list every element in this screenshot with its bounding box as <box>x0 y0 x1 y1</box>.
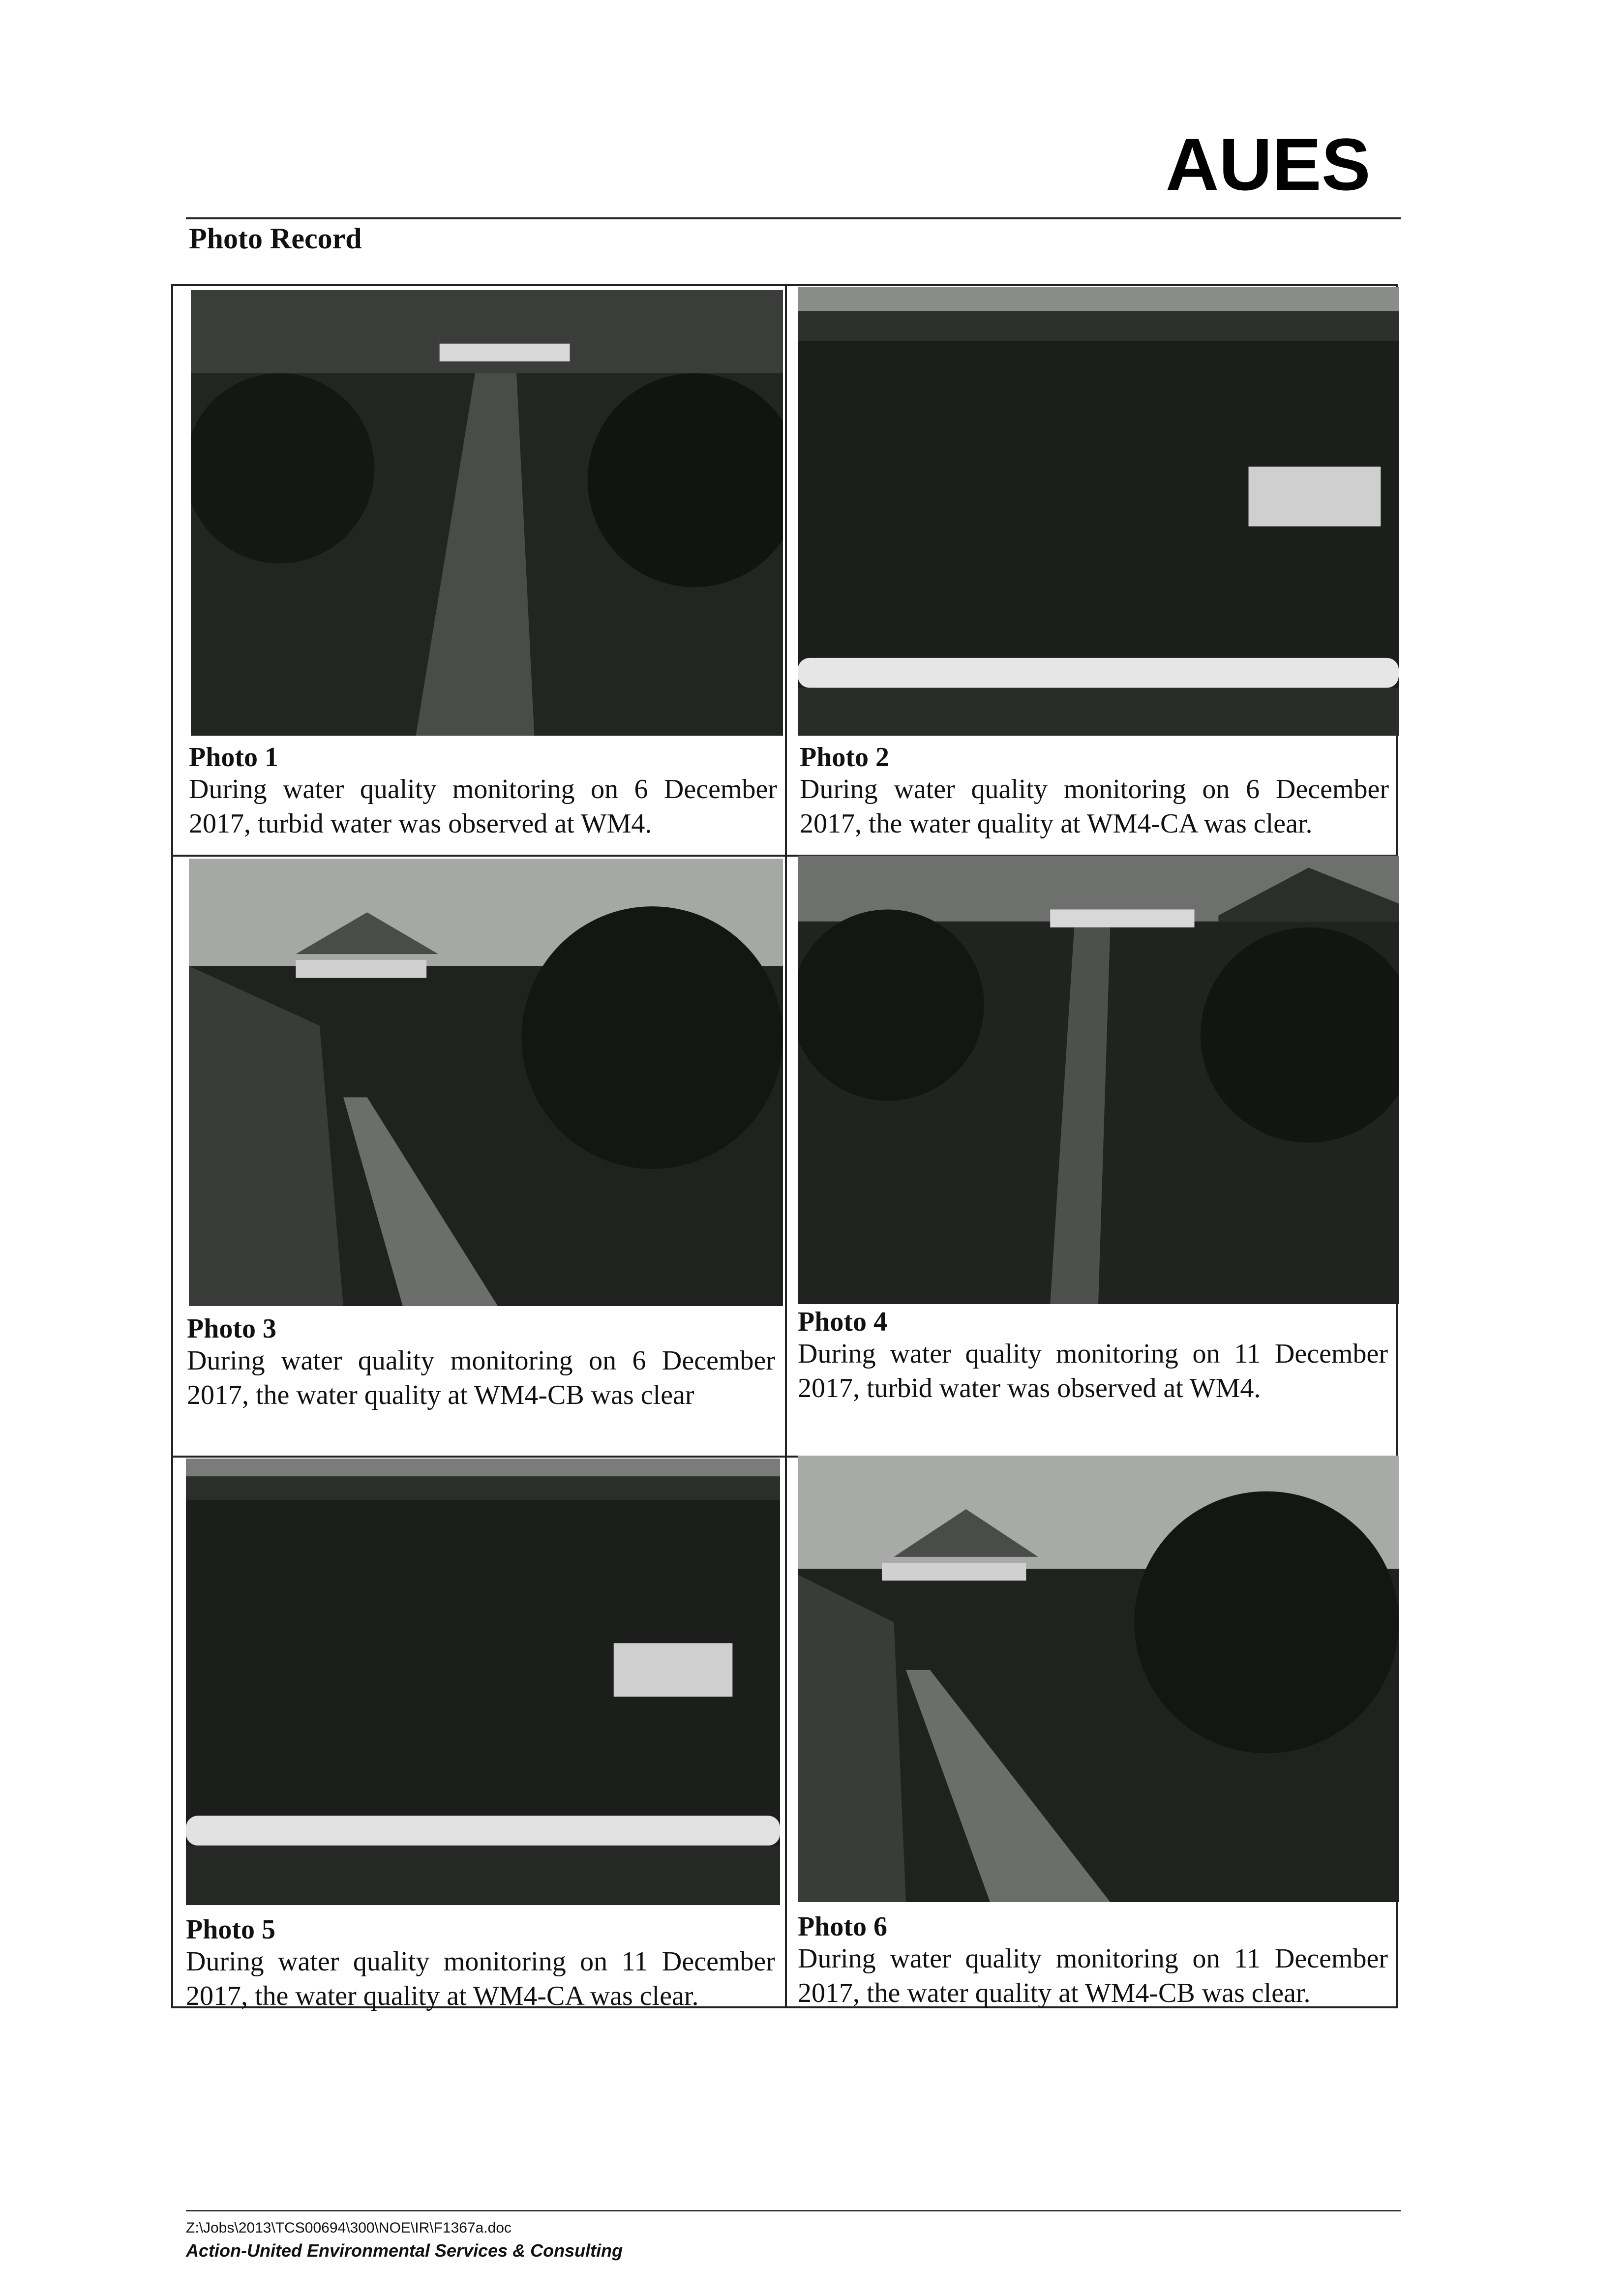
footer-company-name: Action-United Environmental Services & Consulting <box>186 2240 623 2261</box>
photo-4-image <box>798 856 1399 1304</box>
photo-4-label: Photo 4 <box>798 1307 887 1337</box>
grid-column-divider <box>785 284 787 2008</box>
photo-3-image <box>189 859 783 1306</box>
photo-4-caption: During water quality monitoring on 11 December 2017, turbid water was observed at WM4. <box>798 1339 1388 1403</box>
photo-2-caption: During water quality monitoring on 6 December 2017, the water quality at WM4-CA was clear. <box>800 774 1389 839</box>
photo-5-image <box>186 1459 780 1905</box>
photo-1-caption: During water quality monitoring on 6 December 2017, turbid water was observed at WM4. <box>189 774 777 839</box>
photo-1-image <box>191 290 783 736</box>
header-divider <box>186 217 1401 219</box>
photo-2-label: Photo 2 <box>800 742 889 773</box>
photo-6-image <box>798 1456 1399 1902</box>
logo-text: AUES <box>1166 127 1371 201</box>
photo-6-label: Photo 6 <box>798 1911 887 1942</box>
footer-divider <box>186 2210 1401 2211</box>
page-title: Photo Record <box>189 222 362 255</box>
photo-3-caption: During water quality monitoring on 6 December 2017, the water quality at WM4-CB was clear <box>187 1345 775 1410</box>
photo-6-caption: During water quality monitoring on 11 December 2017, the water quality at WM4-CB was clear. <box>798 1943 1388 2008</box>
footer-file-path: Z:\Jobs\2013\TCS00694\300\NOE\IR\F1367a.doc <box>186 2220 512 2236</box>
aues-logo <box>1166 127 1392 201</box>
photo-3-label: Photo 3 <box>187 1313 276 1344</box>
photo-1-label: Photo 1 <box>189 742 278 773</box>
photo-5-caption: During water quality monitoring on 11 December 2017, the water quality at WM4-CA was clear. <box>186 1946 775 2011</box>
photo-2-image <box>798 287 1399 736</box>
photo-5-label: Photo 5 <box>186 1914 275 1945</box>
